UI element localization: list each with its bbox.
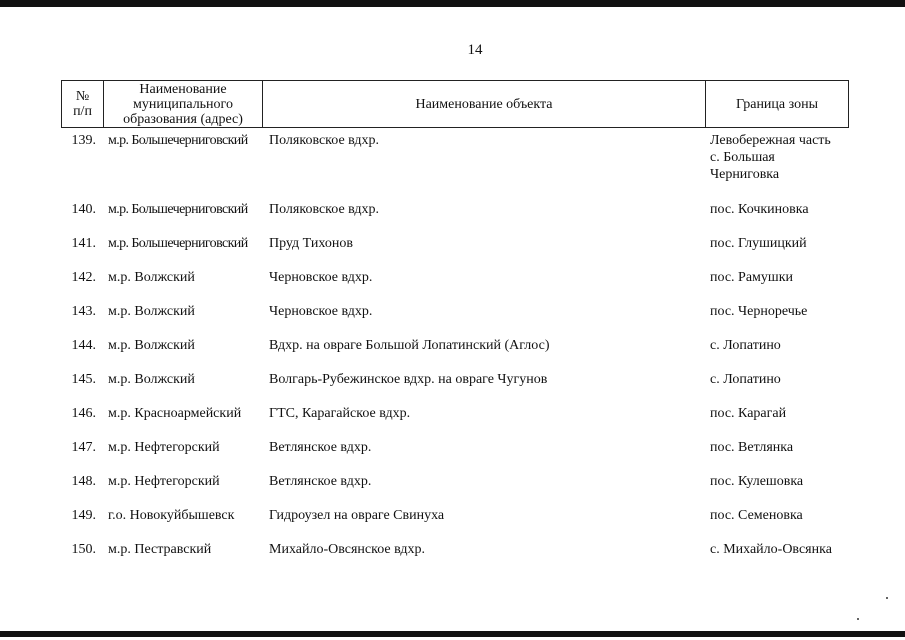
row-zone-line: с. Большая xyxy=(710,150,775,165)
row-zone xyxy=(710,201,860,218)
row-zone xyxy=(710,541,860,558)
scan-speck xyxy=(886,597,888,599)
page-number: 14 xyxy=(467,42,483,58)
header-municipality-line1: Наименование xyxy=(139,81,227,97)
row-object: Ветлянское вдхр. xyxy=(269,474,372,489)
table-header xyxy=(61,80,849,128)
row-number: 149. xyxy=(71,508,96,523)
row-object: Вдхр. на овраге Большой Лопатинский (Аглос) xyxy=(269,338,550,353)
header-zone: Граница зоны xyxy=(736,96,818,112)
row-municipality: м.р. Волжский xyxy=(108,338,195,353)
row-zone-line: пос. Рамушки xyxy=(710,270,793,285)
row-object: Поляковское вдхр. xyxy=(269,202,380,217)
row-zone-line: пос. Кочкиновка xyxy=(710,202,809,217)
row-municipality: м.р. Нефтегорский xyxy=(108,440,220,455)
row-number: 150. xyxy=(71,542,96,557)
row-object: Поляковское вдхр. xyxy=(269,133,380,148)
row-zone xyxy=(710,405,860,422)
row-municipality: м.р. Волжский xyxy=(108,270,195,285)
row-zone xyxy=(710,269,860,286)
row-number: 139. xyxy=(71,133,96,148)
row-zone-line: с. Лопатино xyxy=(710,338,781,353)
row-zone-line: с. Лопатино xyxy=(710,372,781,387)
row-municipality: м.р. Пестравский xyxy=(108,542,212,557)
scan-border-top xyxy=(0,0,905,7)
header-num-line1: № xyxy=(75,89,90,104)
row-object: Михайло-Овсянское вдхр. xyxy=(269,542,425,557)
row-municipality: г.о. Новокуйбышевск xyxy=(108,508,235,523)
row-zone xyxy=(710,371,860,388)
row-zone xyxy=(710,235,860,252)
row-zone-line: Левобережная часть xyxy=(710,133,831,148)
row-zone-line: пос. Карагай xyxy=(710,406,787,421)
header-municipality-line2: муниципального xyxy=(133,96,233,112)
row-number: 148. xyxy=(71,474,96,489)
row-zone-line: пос. Черноречье xyxy=(710,304,808,319)
row-object: Ветлянское вдхр. xyxy=(269,440,372,455)
row-zone xyxy=(710,303,860,320)
row-number: 146. xyxy=(71,406,96,421)
row-zone-line: пос. Кулешовка xyxy=(710,474,804,489)
row-object: Черновское вдхр. xyxy=(269,304,373,319)
row-municipality: м.р. Красноармейский xyxy=(108,406,242,421)
row-zone-line: пос. Глушицкий xyxy=(710,236,807,251)
row-municipality: м.р. Большечерниговский xyxy=(108,133,248,148)
row-number: 142. xyxy=(71,270,96,285)
row-zone-line: пос. Семеновка xyxy=(710,508,803,523)
row-zone-line: с. Михайло-Овсянка xyxy=(710,542,832,557)
row-municipality: м.р. Большечерниговский xyxy=(108,202,248,217)
scan-border-bottom xyxy=(0,631,905,637)
row-object: Пруд Тихонов xyxy=(269,236,353,251)
row-object: ГТС, Карагайское вдхр. xyxy=(269,406,411,421)
row-zone-line: Черниговка xyxy=(710,167,780,182)
row-municipality: м.р. Нефтегорский xyxy=(108,474,220,489)
row-zone xyxy=(710,439,860,456)
scan-speck xyxy=(857,618,859,620)
row-zone xyxy=(710,507,860,524)
header-num-line2: п/п xyxy=(73,104,92,119)
row-number: 144. xyxy=(71,338,96,353)
row-object: Волгарь-Рубежинское вдхр. на овраге Чугунов xyxy=(269,372,548,387)
row-zone xyxy=(710,337,860,354)
row-number: 143. xyxy=(71,304,96,319)
header-municipality-line3: образования (адрес) xyxy=(123,111,243,127)
row-zone-line: пос. Ветлянка xyxy=(710,440,794,455)
row-object: Черновское вдхр. xyxy=(269,270,373,285)
header-object: Наименование объекта xyxy=(415,96,553,112)
header-num xyxy=(62,81,103,127)
header-municipality xyxy=(104,81,262,127)
row-zone xyxy=(710,132,860,183)
row-number: 140. xyxy=(71,202,96,217)
row-object: Гидроузел на овраге Свинуха xyxy=(269,508,445,523)
row-number: 145. xyxy=(71,372,96,387)
row-number: 147. xyxy=(71,440,96,455)
row-zone xyxy=(710,473,860,490)
row-municipality: м.р. Большечерниговский xyxy=(108,236,248,251)
row-municipality: м.р. Волжский xyxy=(108,372,195,387)
row-municipality: м.р. Волжский xyxy=(108,304,195,319)
row-number: 141. xyxy=(71,236,96,251)
